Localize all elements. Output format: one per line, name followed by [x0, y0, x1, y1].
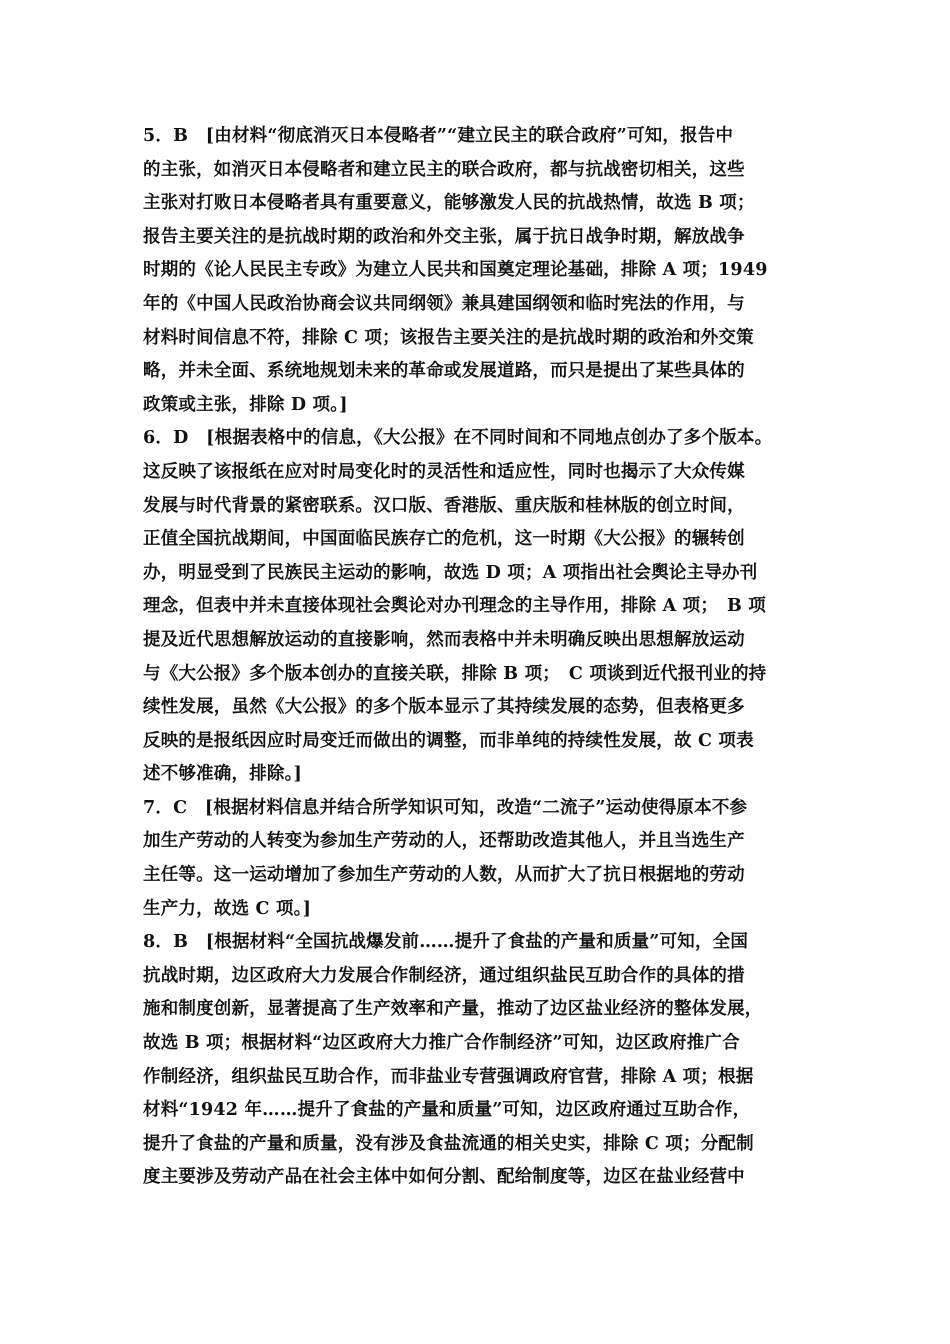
text-line: 时期的《论人民民主专政》为建立人民共和国奠定理论基础，排除 A 项；1949	[143, 260, 768, 281]
text-line: 7．C [根据材料信息并结合所学知识可知，改造“二流子”运动使得原本不参	[143, 797, 748, 818]
text-line: 这反映了该报纸在应对时局变化时的灵活性和适应性，同时也揭示了大众传媒	[143, 461, 745, 482]
text-line: 报告主要关注的是抗战时期的政治和外交主张，属于抗日战争时期，解放战争	[143, 226, 745, 247]
text-line: 材料“1942 年……提升了食盐的产量和质量”可知，边区政府通过互助合作，	[143, 1100, 751, 1121]
text-line: 与《大公报》多个版本创办的直接关联，排除 B 项； C 项谈到近代报刊业的持	[143, 663, 767, 684]
text-line: 材料时间信息不符，排除 C 项；该报告主要关注的是抗战时期的政治和外交策	[143, 327, 754, 348]
text-line: 生产力，故选 C 项。]	[143, 898, 312, 919]
text-line: 度主要涉及劳动产品在社会主体中如何分割、配给制度等，边区在盐业经营中	[143, 1167, 745, 1188]
text-line: 5．B [由材料“彻底消灭日本侵略者”“建立民主的联合政府”可知，报告中	[143, 126, 734, 146]
text-line: 政策或主张，排除 D 项。]	[143, 394, 348, 415]
text-line: 提及近代思想解放运动的直接影响，然而表格中并未明确反映出思想解放运动	[143, 629, 745, 650]
text-line: 作制经济，组织盐民互助合作，而非盐业专营强调政府官营，排除 A 项；根据	[143, 1066, 754, 1087]
text-line: 正值全国抗战期间，中国面临民族存亡的危机，这一时期《大公报》的辗转创	[143, 529, 745, 550]
text-line: 述不够准确，排除。]	[143, 764, 303, 785]
text-line: 略，并未全面、系统地规划未来的革命或发展道路，而只是提出了某些具体的	[143, 361, 745, 382]
text-line: 施和制度创新，显著提高了生产效率和产量，推动了边区盐业经济的整体发展，	[143, 999, 763, 1020]
text-line: 8．B [根据材料“全国抗战爆发前……提升了食盐的产量和质量”可知，全国	[143, 932, 749, 953]
text-line: 理念，但表中并未直接体现社会舆论对办刊理念的主导作用，排除 A 项； B 项	[143, 596, 766, 617]
text-line: 6．D [根据表格中的信息，《大公报》在不同时间和不同地点创办了多个版本。	[143, 428, 773, 449]
text-line: 主张对打败日本侵略者具有重要意义，能够激发人民的抗战热情，故选 B 项；	[143, 193, 755, 214]
text-line: 发展与时代背景的紧密联系。汉口版、香港版、重庆版和桂林版的创立时间，	[143, 495, 745, 516]
text-line: 加生产劳动的人转变为参加生产劳动的人，还帮助改造其他人，并且当选生产	[143, 831, 745, 852]
answer-explanations	[143, 120, 823, 1195]
text-line: 的主张，如消灭日本侵略者和建立民主的联合政府，都与抗战密切相关，这些	[143, 159, 745, 180]
text-line: 主任等。这一运动增加了参加生产劳动的人数，从而扩大了抗日根据地的劳动	[143, 865, 745, 886]
text-line: 办，明显受到了民族民主运动的影响，故选 D 项；A 项指出社会舆论主导办刊	[143, 562, 758, 583]
text-line: 抗战时期，边区政府大力发展合作制经济，通过组织盐民互助合作的具体的措	[143, 965, 745, 986]
text-line: 续性发展，虽然《大公报》的多个版本显示了其持续发展的态势，但表格更多	[143, 697, 745, 718]
text-line: 反映的是报纸因应时局变迁而做出的调整，而非单纯的持续性发展，故 C 项表	[143, 730, 754, 751]
text-line: 年的《中国人民政治协商会议共同纲领》兼具建国纲领和临时宪法的作用，与	[143, 293, 745, 314]
text-line: 提升了食盐的产量和质量，没有涉及食盐流通的相关史实，排除 C 项；分配制	[143, 1133, 754, 1154]
text-line: 故选 B 项；根据材料“边区政府大力推广合作制经济”可知，边区政府推广合	[143, 1033, 740, 1054]
